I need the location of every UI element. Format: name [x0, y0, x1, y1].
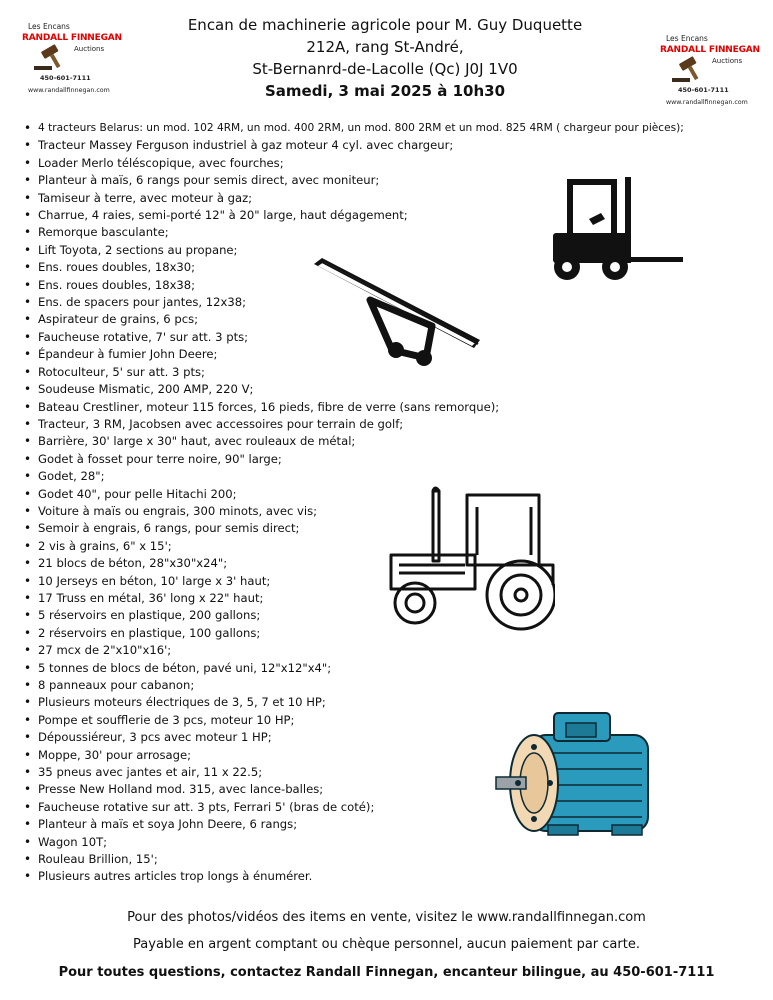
- logo-line3: Auctions: [74, 45, 105, 53]
- list-item: • Faucheuse rotative, 7' sur att. 3 pts;: [22, 329, 722, 346]
- list-item: • Godet, 28";: [22, 468, 722, 485]
- list-item: • 17 Truss en métal, 36' long x 22" haut;: [22, 590, 722, 607]
- list-item: • Faucheuse rotative sur att. 3 pts, Ferrari 5' (bras de coté);: [22, 799, 722, 816]
- auction-header: [150, 14, 620, 102]
- logo-website: www.randallfinnegan.com: [28, 87, 110, 94]
- list-item: • 21 blocs de béton, 28"x30"x24";: [22, 555, 722, 572]
- footer-payment-note: Payable en argent comptant ou chèque personnel, aucun paiement par carte.: [133, 937, 640, 952]
- footer-contact-note: Pour toutes questions, contactez Randall Finnegan, encanteur bilingue, au 450-601-7111: [58, 965, 715, 980]
- logo-phone: 450-601-7111: [40, 74, 91, 82]
- gavel-icon: [668, 54, 708, 84]
- electric-motor-icon: [492, 705, 662, 845]
- list-item: • Plusieurs autres articles trop longs à énumérer.: [22, 868, 722, 885]
- header-address-line1: 212A, rang St-André,: [306, 38, 464, 56]
- list-item: • Tracteur Massey Ferguson industriel à gaz moteur 4 cyl. avec chargeur;: [22, 137, 722, 154]
- list-item: • Soudeuse Mismatic, 200 AMP, 220 V;: [22, 381, 722, 398]
- logo-line1: Les Encans: [28, 22, 70, 31]
- list-item: • 5 tonnes de blocs de béton, pavé uni, 12"x12"x4";: [22, 660, 722, 677]
- header-date: Samedi, 3 mai 2025 à 10h30: [264, 82, 506, 100]
- list-item: • Rotoculteur, 5' sur att. 3 pts;: [22, 364, 722, 381]
- list-item: • Rouleau Brillion, 15';: [22, 851, 722, 868]
- list-item: • Planteur à maïs, 6 rangs pour semis direct, avec moniteur;: [22, 172, 722, 189]
- list-item: • 35 pneus avec jantes et air, 11 x 22.5;: [22, 764, 722, 781]
- auction-logo-right: [660, 34, 760, 114]
- list-item: • 27 mcx de 2"x10"x16';: [22, 642, 722, 659]
- list-item: • Plusieurs moteurs électriques de 3, 5, 7 et 10 HP;: [22, 694, 722, 711]
- list-item: • Godet 40", pour pelle Hitachi 200;: [22, 486, 722, 503]
- tractor-icon: [385, 485, 555, 635]
- list-item: • Ens. roues doubles, 18x30;: [22, 259, 722, 276]
- logo-phone: 450-601-7111: [678, 86, 729, 94]
- header-address-line2: St-Bernanrd-de-Lacolle (Qc) J0J 1V0: [252, 60, 518, 78]
- list-item: • Dépoussiéreur, 3 pcs avec moteur 1 HP;: [22, 729, 722, 746]
- list-item: • Ens. roues doubles, 18x38;: [22, 277, 722, 294]
- list-item: • Charrue, 4 raies, semi-porté 12" à 20" large, haut dégagement;: [22, 207, 722, 224]
- logo-line2: RANDALL FINNEGAN: [660, 45, 760, 55]
- auction-logo-left: [22, 22, 122, 102]
- logo-line3: Auctions: [712, 57, 743, 65]
- list-item: • Remorque basculante;: [22, 224, 722, 241]
- logo-line1: Les Encans: [666, 34, 708, 43]
- list-item: • 2 vis à grains, 6" x 15';: [22, 538, 722, 555]
- footer-website-note: Pour des photos/vidéos des items en vente, visitez le www.randallfinnegan.com: [127, 910, 646, 925]
- gavel-icon: [30, 42, 70, 72]
- list-item: • Planteur à maïs et soya John Deere, 6 rangs;: [22, 816, 722, 833]
- list-item: • Godet à fosset pour terre noire, 90" large;: [22, 451, 722, 468]
- list-item: • Tracteur, 3 RM, Jacobsen avec accessoires pour terrain de golf;: [22, 416, 722, 433]
- list-item: • Loader Merlo téléscopique, avec fourches;: [22, 155, 722, 172]
- logo-website: www.randallfinnegan.com: [666, 99, 748, 106]
- list-item: • Presse New Holland mod. 315, avec lance-balles;: [22, 781, 722, 798]
- list-item: • Voiture à maïs ou engrais, 300 minots, avec vis;: [22, 503, 722, 520]
- list-item: • Épandeur à fumier John Deere;: [22, 346, 722, 363]
- list-item: • 2 réservoirs en plastique, 100 gallons;: [22, 625, 722, 642]
- header-title: Encan de machinerie agricole pour M. Guy Duquette: [187, 16, 583, 34]
- logo-line2: RANDALL FINNEGAN: [22, 33, 122, 43]
- grain-auger-icon: [308, 250, 488, 370]
- list-item: • 4 tracteurs Belarus: un mod. 102 4RM, un mod. 400 2RM, un mod. 800 2RM et un mod. 825 4RM ( chargeur pour pièces);: [22, 120, 722, 137]
- list-item: • Lift Toyota, 2 sections au propane;: [22, 242, 722, 259]
- list-item: • Semoir à engrais, 6 rangs, pour semis direct;: [22, 520, 722, 537]
- list-item: • Bateau Crestliner, moteur 115 forces, 16 pieds, fibre de verre (sans remorque);: [22, 399, 722, 416]
- list-item: • 10 Jerseys en béton, 10' large x 3' haut;: [22, 573, 722, 590]
- list-item: • Pompe et soufflerie de 3 pcs, moteur 10 HP;: [22, 712, 722, 729]
- list-item: • Tamiseur à terre, avec moteur à gaz;: [22, 190, 722, 207]
- list-item: • Wagon 10T;: [22, 834, 722, 851]
- list-item: • 5 réservoirs en plastique, 200 gallons;: [22, 607, 722, 624]
- list-item: • Aspirateur de grains, 6 pcs;: [22, 311, 722, 328]
- forklift-icon: [545, 175, 685, 285]
- list-item: • Moppe, 30' pour arrosage;: [22, 747, 722, 764]
- list-item: • Ens. de spacers pour jantes, 12x38;: [22, 294, 722, 311]
- list-item: • Barrière, 30' large x 30" haut, avec rouleaux de métal;: [22, 433, 722, 450]
- list-item: • 8 panneaux pour cabanon;: [22, 677, 722, 694]
